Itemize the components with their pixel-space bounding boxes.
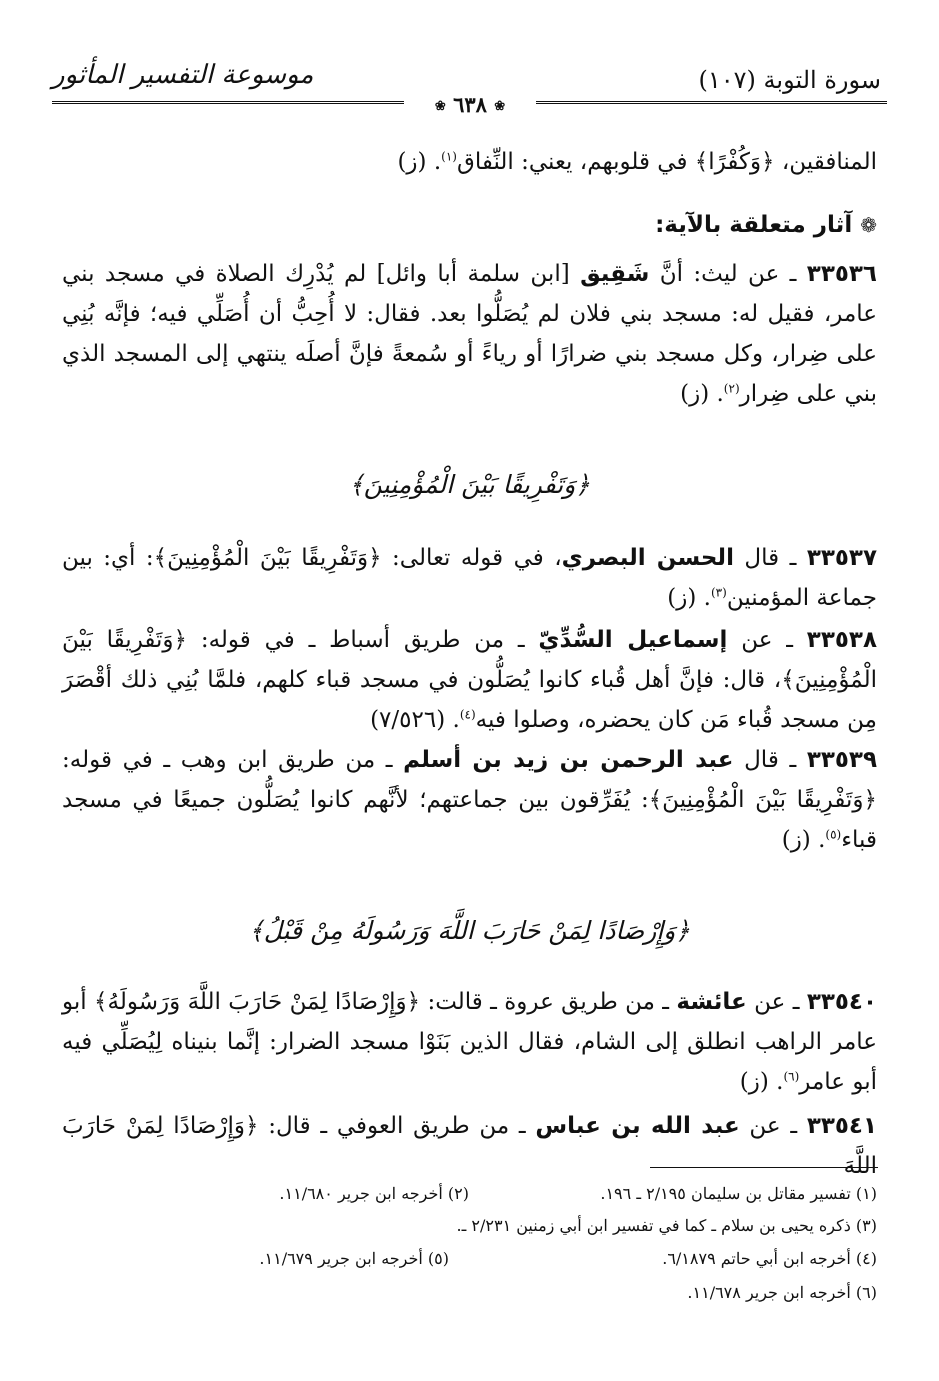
running-header-book-title: موسوعة التفسير المأثور (52, 60, 314, 90)
quran-quote: ﴿وَكُفْرًا﴾ (694, 149, 775, 175)
page-number (404, 92, 536, 117)
text: ـ عن (727, 627, 807, 653)
text: ـ قال (733, 747, 807, 773)
text: . (ز) (781, 827, 826, 853)
footnote-ref: (١) (441, 149, 457, 164)
footnote-1: (١) تفسير مقاتل بن سليمان ٢/١٩٥ ـ ١٩٦. (600, 1184, 877, 1203)
footnote-ref: (٦) (783, 1069, 800, 1084)
ornament-icon: ❀ (434, 99, 446, 114)
text: : يُفَرِّقون بين جماعتهم؛ لأنَّهم كانوا يُصَلُّون جميعًا في مسجد قباء (62, 787, 877, 853)
text: المنافقين، (774, 149, 877, 175)
text: ـ عن (746, 989, 807, 1015)
footnote-2: (٢) أخرجه ابن جرير ١١/٦٨٠. (279, 1184, 469, 1203)
quran-quote: ﴿وَتَفْرِيقًا بَيْنَ الْمُؤْمِنِينَ﴾ (62, 627, 877, 693)
footnote-ref: (٣) (710, 585, 727, 600)
text: . (ز) (667, 585, 711, 611)
footnote-ref: (٥) (825, 827, 842, 842)
narration-number: ٣٣٥٣٩ (806, 747, 878, 773)
text: ، في قوله تعالى: (381, 545, 562, 571)
text: ـ من طريق العوفي ـ قال: (258, 1113, 536, 1139)
narrator-name: إسماعيل السُّدِّيّ (538, 627, 728, 653)
text: . (ز) (739, 1069, 784, 1095)
text: ـ من طريق ابن وهب ـ في قوله: (62, 747, 404, 773)
verse-heading: ﴿وَتَفْرِيقًا بَيْنَ الْمُؤْمِنِينَ﴾ (349, 470, 590, 499)
footnote-ref: (٢) (723, 381, 740, 396)
text: ـ من طريق أسباط ـ في قوله: (187, 627, 539, 653)
text: . (ز) (680, 381, 724, 407)
text: . (٧/٥٢٦) (370, 707, 460, 733)
narration-number: ٣٣٥٣٧ (806, 545, 878, 571)
narrator-name: عبد الرحمن بن زيد بن أسلم (403, 747, 734, 773)
narrator-name: عائشة (676, 989, 747, 1015)
narration-number: ٣٣٥٣٦ (806, 261, 877, 287)
narration-33540 (62, 982, 877, 1102)
verse-heading: ﴿وَإِرْصَادًا لِمَنْ حَارَبَ اللَّهَ وَرَسُولَهُ مِنْ قَبْلُ﴾ (249, 916, 690, 945)
text: ـ عن (739, 1113, 807, 1139)
narration-33539 (62, 740, 877, 860)
footnote-4: (٤) أخرجه ابن أبي حاتم ٦/١٨٧٩. (662, 1249, 877, 1268)
narration-number: ٣٣٥٤١ (806, 1113, 878, 1139)
section-heading-text: آثار متعلقة بالآية: (655, 212, 853, 238)
running-header-sura: سورة التوبة (١٠٧) (698, 66, 881, 94)
narrator-name: شَقِيق (580, 261, 650, 287)
text: أبو عامر الراهب انطلق إلى الشام، فقال الذين بَنَوْا مسجد الضرار: إنَّما بنيناه لِيُصَلِّي فيه أبو عامر (62, 989, 877, 1095)
footnote-rule (650, 1167, 878, 1168)
section-heading (655, 212, 877, 238)
quran-quote: ﴿وَتَفْرِيقًا بَيْنَ الْمُؤْمِنِينَ﴾ (153, 545, 382, 571)
narration-33541 (62, 1106, 877, 1186)
narration-number: ٣٣٥٣٨ (806, 627, 877, 653)
intro-paragraph (62, 142, 877, 182)
quran-quote: ﴿وَإِرْصَادًا لِمَنْ حَارَبَ اللَّهَ وَرَسُولَهُ﴾ (94, 989, 421, 1015)
narration-33537 (62, 538, 877, 618)
text: : أي: بين جماعة المؤمنين (62, 545, 877, 611)
narration-33538 (62, 620, 877, 740)
narration-number: ٣٣٥٤٠ (806, 989, 878, 1015)
text: [ابن سلمة أبا وائل] لم يُدْرِك الصلاة في مسجد بني عامر، فقيل له: مسجد بني فلان لم يُصَلُّوا بعد. فقال: لا أُحِبُّ أن أُصَلِّي فيه؛ فإنَّه بُنِي على ضِرار، وكل مسجد بني ضرارًا أو رياءً أو سُمعةً فإنَّ أصلَه ينتهي إلى المسجد الذي بني على ضِرار (62, 261, 877, 407)
text: ـ عن ليث: أنَّ (649, 261, 807, 287)
footnote-3: (٣) ذكره يحيى بن سلام ـ كما في تفسير ابن أبي زمنين ٢/٢٣١ ـ. (456, 1216, 877, 1235)
footnote-5: (٥) أخرجه ابن جرير ١١/٦٧٩. (259, 1249, 449, 1268)
text: ـ من طريق عروة ـ قالت: (420, 989, 677, 1015)
text: . (ز) (397, 149, 442, 175)
text: ، قال: فإنَّ أهل قُباء كانوا يُصَلُّون في مسجد قباء كلهم، فلمَّا بُنِي ذلك أقْصَرَ مِن مسجد قُباء مَن كان يحضره، وصلوا فيه (62, 667, 877, 733)
quran-quote: ﴿وَتَفْرِيقًا بَيْنَ الْمُؤْمِنِينَ﴾ (648, 787, 877, 813)
ornament-icon: ❀ (494, 99, 506, 114)
footnote-6: (٦) أخرجه ابن جرير ١١/٦٧٨. (687, 1283, 877, 1302)
narrator-name: الحسن البصري (561, 545, 734, 571)
footnote-ref: (٤) (459, 707, 476, 722)
narration-33536 (62, 254, 877, 414)
text: في قلوبهم، يعني: النِّفاق (456, 149, 695, 175)
page-number-text: ٦٣٨ (453, 92, 487, 117)
narrator-name: عبد الله بن عباس (535, 1113, 740, 1139)
text: ـ قال (733, 545, 807, 571)
flower-ornament-icon: ❁ (860, 213, 877, 237)
quran-quote: ﴿وَإِرْصَادًا لِمَنْ حَارَبَ اللَّهَ (62, 1113, 877, 1179)
